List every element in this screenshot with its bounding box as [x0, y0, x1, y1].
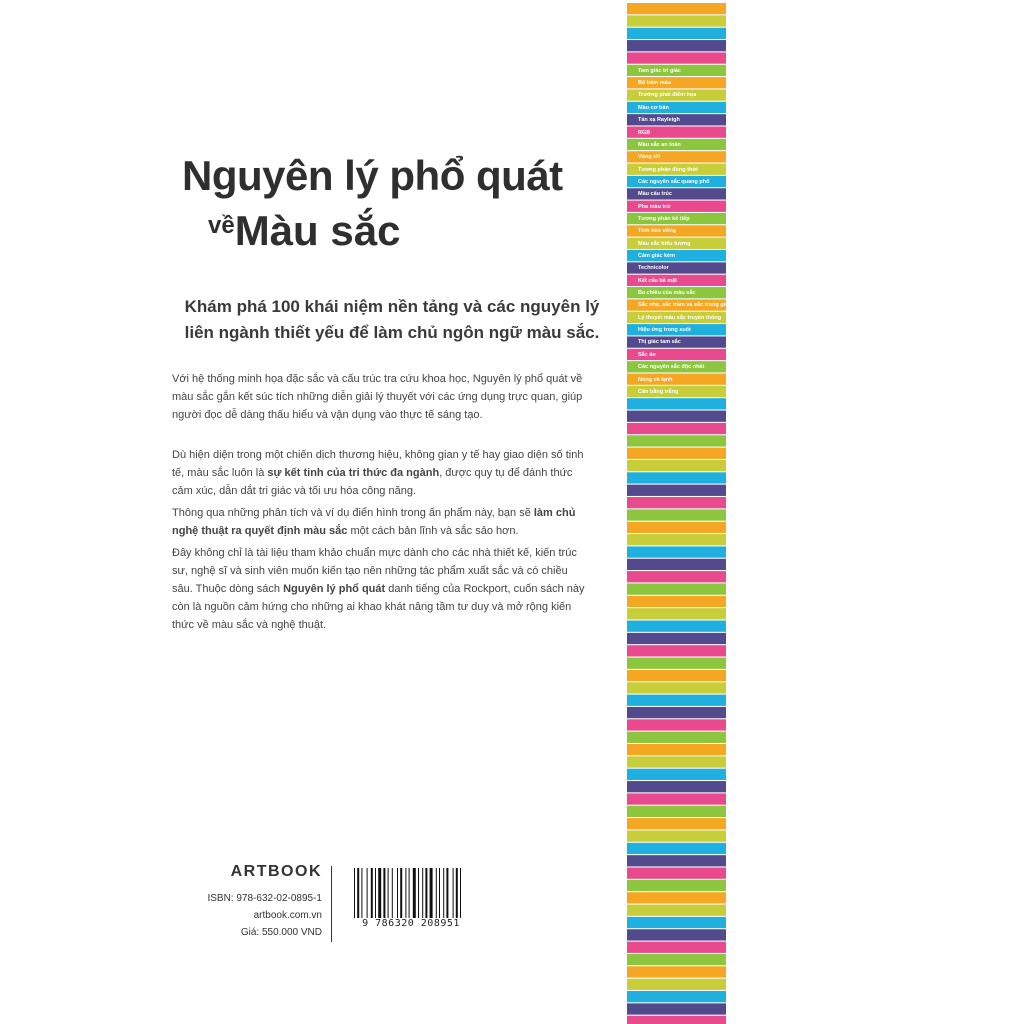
publisher-website: artbook.com.vn: [253, 910, 322, 921]
concept-label: Sắc ảo: [638, 351, 656, 358]
paragraph-3-text-c: một cách bản lĩnh và sắc sảo hơn.: [347, 525, 519, 537]
concept-label-list: [627, 0, 732, 1024]
concept-label: Bộ bấm màu: [638, 80, 672, 87]
concept-label: Technicolor: [638, 265, 669, 272]
concept-label: Màu cơ bản: [638, 104, 669, 111]
barcode-bar: [430, 868, 433, 920]
barcode-bar: [388, 868, 389, 920]
concept-label: Tam giác tri giác: [638, 67, 681, 74]
barcode-bar: [439, 868, 440, 920]
barcode-bar: [367, 868, 368, 920]
concept-label: Tính bền vững: [638, 228, 677, 235]
barcode-bar: [361, 868, 362, 920]
vertical-divider: [331, 866, 332, 942]
paragraph-2-text-a: Dù hiện diện trong một chiến dịch thương hiệu, không gian y tế hay giao diện số tinh tế, màu sắc luôn là: [172, 449, 584, 479]
paragraph-4-text-c: danh tiếng của Rockport, cuốn sách này còn là nguồn cảm hứng cho những ai khao khát nâng tầm tư duy và mở rộng kiến thức về màu sắc và nghệ thuật.: [172, 583, 585, 631]
description-paragraph-4: [172, 544, 590, 634]
barcode-bar: [378, 868, 381, 920]
concept-label: Các nguyên sắc độc nhất: [638, 364, 705, 371]
paragraph-2-emphasis: sự kết tinh của tri thức đa ngành: [267, 467, 440, 479]
barcode-digits: 9 786320 208951: [350, 918, 472, 929]
concept-label: Thị giác tam sắc: [638, 339, 681, 346]
concept-label: Tương phản đồng thời: [638, 166, 698, 173]
concept-label: Màu cấu trúc: [638, 191, 672, 198]
publisher-logo: ARTBOOK: [230, 863, 322, 880]
barcode-bar: [413, 868, 416, 920]
concept-label: Màu sắc an toàn: [638, 141, 681, 148]
concept-label: Tương phản kế tiếp: [638, 215, 690, 222]
concept-label: Vòng tối: [638, 154, 660, 161]
paragraph-3-emphasis: làm chủ nghệ thuật ra quyết định màu sắc: [172, 507, 576, 537]
concept-label: Nóng và lạnh: [638, 376, 673, 383]
book-title-line-2: [208, 207, 400, 255]
concept-label: Cảm giác kèm: [638, 253, 675, 259]
book-title-small-word: về: [208, 212, 235, 239]
book-title-line-1: Nguyên lý phổ quát: [182, 152, 563, 199]
concept-label: Hiệu ứng trong suốt: [638, 327, 691, 334]
barcode-bar: [409, 868, 410, 920]
paragraph-4-emphasis: Nguyên lý phổ quát: [283, 583, 386, 595]
barcode-bar: [446, 868, 448, 920]
barcode-bar: [425, 868, 427, 920]
barcode-bar: [392, 868, 393, 920]
price-text: Giá: 550.000 VND: [240, 927, 322, 938]
concept-label: Kết cấu bề mặt: [638, 277, 678, 284]
concept-label: Lý thuyết màu sắc truyền thống: [638, 314, 722, 321]
isbn-text: ISBN: 978-632-02-0895-1: [207, 893, 322, 904]
barcode-bar: [443, 868, 444, 920]
barcode-bar: [436, 868, 437, 920]
barcode-bar: [383, 868, 385, 920]
isbn-barcode: [350, 868, 472, 944]
concept-label: Các nguyên sắc quang phổ: [638, 178, 710, 185]
concept-label: Ba chiều của màu sắc: [638, 290, 696, 297]
concept-label: Màu sắc biểu tượng: [638, 240, 691, 247]
description-paragraph-3: [172, 504, 590, 540]
barcode-bar: [400, 868, 402, 920]
concept-label: Pha màu trừ: [638, 203, 671, 210]
paragraph-4-text-a: Đây không chỉ là tài liệu tham khảo chuẩn mực dành cho các nhà thiết kế, kiến trúc sư, nghệ sĩ và sinh viên muốn kiến tạo nên những tác phẩm xuất sắc và có chiều sâu. Thuộc dòng sách: [172, 547, 577, 595]
lead-statement: Khám phá 100 khái niệm nền tảng và các nguyên lý liên ngành thiết yếu để làm chủ ngôn ngữ màu sắc.: [184, 297, 600, 342]
description-paragraph-1: Với hệ thống minh họa đặc sắc và cấu trúc tra cứu khoa học, Nguyên lý phổ quát về màu sắc gắn kết súc tích những diễn giải lý thuyết với các ứng dụng trực quan, giúp người đọc dễ dàng thấu hiểu và vận dụng vào thực tế sáng tạo.: [172, 373, 583, 421]
barcode-bar: [422, 868, 423, 920]
barcode-bar: [418, 868, 419, 920]
barcode-bar: [453, 868, 454, 920]
barcode-bar: [375, 868, 376, 920]
paragraph-3-text-a: Thông qua những phân tích và ví dụ điển hình trong ấn phẩm này, bạn sẽ: [172, 507, 534, 519]
barcode-bar: [405, 868, 406, 920]
concept-label: Tán xạ Rayleigh: [638, 117, 680, 124]
barcode-bar: [371, 868, 373, 920]
concept-label: Trường phái điểm họa: [638, 92, 697, 99]
paragraph-2-text-c: , được quy tụ để đánh thức cảm xúc, dẫn dắt tri giác và tối ưu hóa công năng.: [172, 467, 573, 497]
concept-label: Sắc nhẹ, sắc trầm và sắc trung gian: [638, 302, 732, 309]
description-paragraph-2: [172, 446, 590, 500]
concept-label: Cân bằng trắng: [638, 388, 679, 395]
concept-label: RGB: [638, 129, 651, 136]
barcode-bar: [397, 868, 398, 920]
book-title-big-word: Màu sắc: [234, 207, 401, 254]
